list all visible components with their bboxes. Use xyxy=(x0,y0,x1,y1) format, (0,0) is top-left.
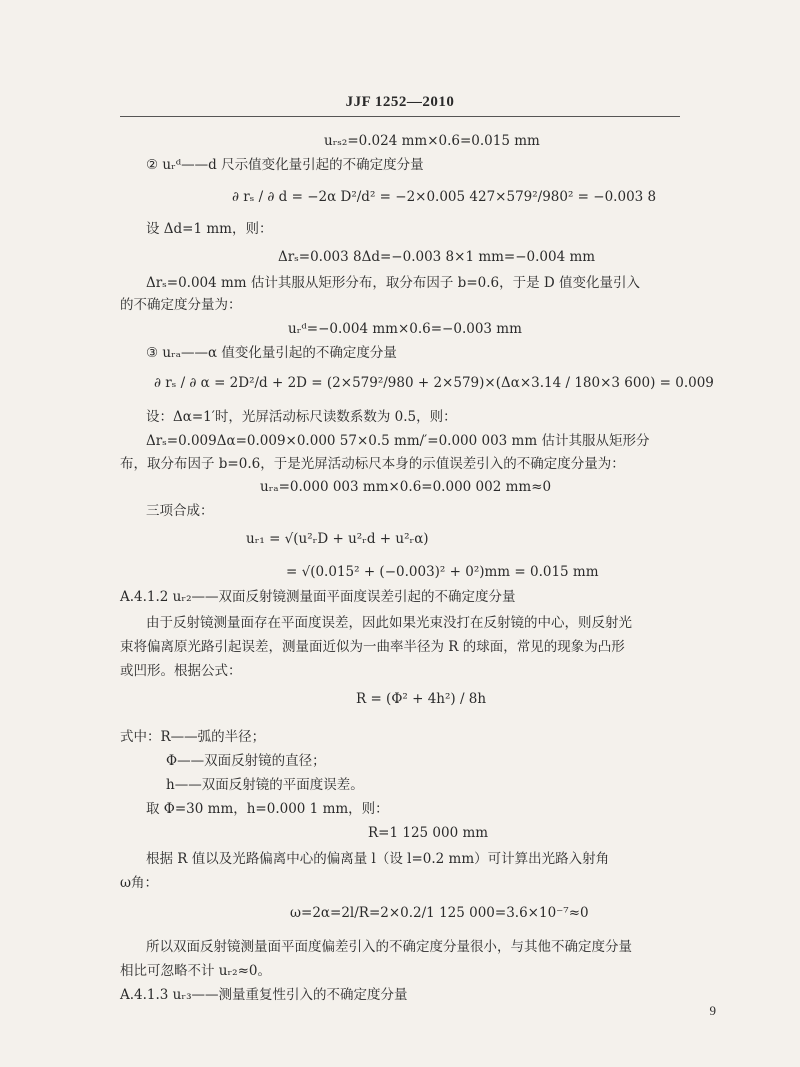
text-line: Φ——双面反射镜的直径； xyxy=(166,753,326,769)
text-line: Δrₛ=0.004 mm 估计其服从矩形分布，取分布因子 b=0.6，于是 D 值变化量引入 xyxy=(146,275,641,291)
text-line: ② uᵣᵈ——d 尺示值变化量引起的不确定度分量 xyxy=(146,157,424,173)
equation: uᵣₐ=0.000 003 mm×0.6=0.000 002 mm≈0 xyxy=(260,479,552,495)
text-line: 根据 R 值以及光路偏离中心的偏离量 l（设 l=0.2 mm）可计算出光路入射角 xyxy=(146,851,610,867)
equation: uᵣ₁ = √(u²ᵣD + u²ᵣd + u²ᵣα) xyxy=(246,531,429,547)
text-line: ω角： xyxy=(120,875,159,891)
equation: uᵣᵈ=−0.004 mm×0.6=−0.003 mm xyxy=(288,321,522,337)
text-line: 取 Φ=30 mm，h=0.000 1 mm，则： xyxy=(146,801,389,817)
text-line: uᵣₛ₂=0.024 mm×0.6=0.015 mm xyxy=(324,133,540,149)
text-line: 所以双面反射镜测量面平面度偏差引入的不确定度分量很小，与其他不确定度分量 xyxy=(146,939,632,955)
text-line: 式中：R——弧的半径； xyxy=(120,729,266,745)
text-line: 或凹形。根据公式： xyxy=(120,663,242,679)
text-line: 设 Δd=1 mm，则： xyxy=(146,221,273,237)
page-number: 9 xyxy=(709,1003,716,1018)
equation: ∂ rₛ / ∂ α = 2D²/d + 2D = (2×579²/980 + 2×579)×(Δα×3.14 / 180×3 600) = 0.009 xyxy=(154,375,714,391)
text-line: 束将偏离原光路引起误差，测量面近似为一曲率半径为 R 的球面，常见的现象为凸形 xyxy=(120,639,625,655)
equation: ∂ rₛ / ∂ d = −2α D²/d² = −2×0.005 427×579²/980² = −0.003 8 xyxy=(232,189,657,205)
text-line: 设：Δα=1′时，光屏活动标尺读数系数为 0.5，则： xyxy=(146,409,457,425)
equation: = √(0.015² + (−0.003)² + 0²)mm = 0.015 mm xyxy=(286,564,599,580)
text-line: 三项合成： xyxy=(146,503,214,519)
text-line: h——双面反射镜的平面度误差。 xyxy=(166,777,364,793)
header-rule xyxy=(120,116,680,117)
text-line: 由于反射镜测量面存在平面度误差，因此如果光束没打在反射镜的中心，则反射光 xyxy=(146,615,632,631)
equation: Δrₛ=0.003 8Δd=−0.003 8×1 mm=−0.004 mm xyxy=(278,249,596,265)
equation: R = (Φ² + 4h²) / 8h xyxy=(356,691,487,707)
page-header: JJF 1252—2010 xyxy=(345,94,455,110)
text-line: 布，取分布因子 b=0.6，于是光屏活动标尺本身的示值误差引入的不确定度分量为： xyxy=(120,456,625,472)
text-line: ③ uᵣₐ——α 值变化量引起的不确定度分量 xyxy=(146,345,397,361)
text-line: 的不确定度分量为： xyxy=(120,297,242,313)
equation: ω=2α=2l/R=2×0.2/1 125 000=3.6×10⁻⁷≈0 xyxy=(290,905,589,921)
equation: R=1 125 000 mm xyxy=(368,825,489,841)
section-heading: A.4.1.2 uᵣ₂——双面反射镜测量面平面度误差引起的不确定度分量 xyxy=(120,589,516,605)
text-line: Δrₛ=0.009Δα=0.009×0.000 57×0.5 mm/′=0.000 003 mm 估计其服从矩形分 xyxy=(146,433,650,449)
text-line: 相比可忽略不计 uᵣ₂≈0。 xyxy=(120,963,271,979)
section-heading: A.4.1.3 uᵣ₃——测量重复性引入的不确定度分量 xyxy=(120,987,408,1003)
